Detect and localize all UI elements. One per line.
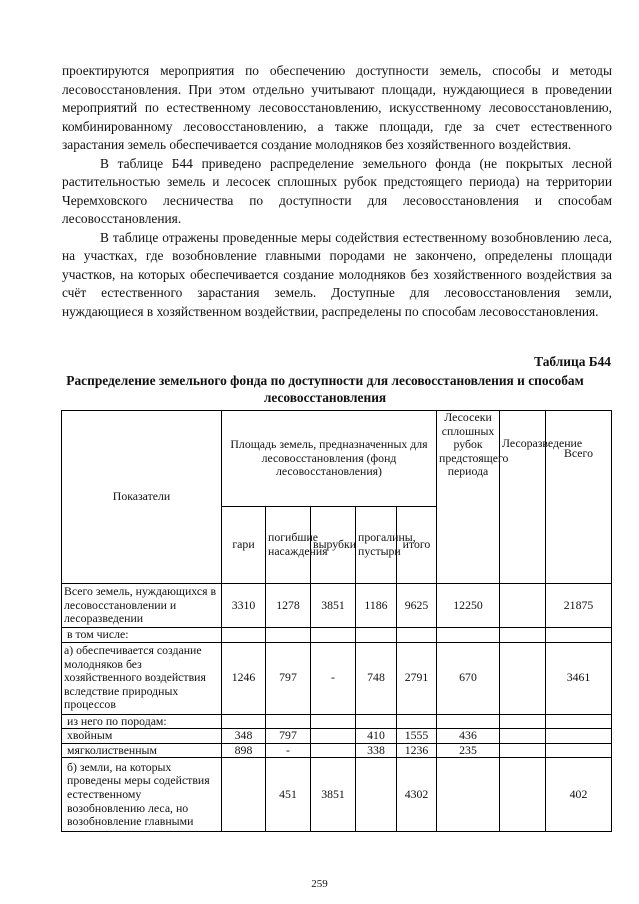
cell-cutting xyxy=(437,628,500,643)
cell-total: 402 xyxy=(546,758,612,832)
cell-dead xyxy=(266,714,311,729)
table-caption: Таблица Б44 xyxy=(534,354,611,369)
cell-burns xyxy=(222,758,266,832)
cell-burns: 3310 xyxy=(222,584,266,628)
cell-clearcuts: 3851 xyxy=(311,584,356,628)
cell-breeding xyxy=(500,743,546,758)
header-subtotal: итого xyxy=(397,507,437,584)
cell-breeding xyxy=(500,729,546,744)
cell-dead: 451 xyxy=(266,758,311,832)
header-cutting-areas: Лесосеки сплошных рубок предстоящего периода xyxy=(437,411,500,584)
cell-clearcuts xyxy=(311,714,356,729)
cell-dead: 797 xyxy=(266,642,311,714)
header-burns: гари xyxy=(222,507,266,584)
cell-glades xyxy=(356,628,397,643)
table-title: Распределение земельного фонда по доступности для лесовосстановления и способам лесовосстановления xyxy=(66,373,584,405)
cell-breeding xyxy=(500,642,546,714)
row-label: в том числе: xyxy=(62,628,222,643)
cell-cutting: 436 xyxy=(437,729,500,744)
header-indicators: Показатели xyxy=(62,411,222,584)
cell-subtotal xyxy=(397,628,437,643)
header-dead-stands: погибшие насаждения xyxy=(266,507,311,584)
cell-glades xyxy=(356,758,397,832)
cell-breeding xyxy=(500,584,546,628)
row-label: а) обеспечивается создание молодняков без хозяйственного воздействия вследствие природных процессов xyxy=(62,642,222,714)
cell-dead: 797 xyxy=(266,729,311,744)
cell-dead xyxy=(266,628,311,643)
cell-glades xyxy=(356,714,397,729)
cell-total xyxy=(546,714,612,729)
cell-cutting: 670 xyxy=(437,642,500,714)
cell-burns: 348 xyxy=(222,729,266,744)
table-row xyxy=(62,743,612,758)
header-row-1 xyxy=(62,411,612,507)
cell-clearcuts xyxy=(311,628,356,643)
table-row xyxy=(62,714,612,729)
cell-glades: 1186 xyxy=(356,584,397,628)
cell-cutting: 235 xyxy=(437,743,500,758)
table-row xyxy=(62,642,612,714)
cell-burns: 1246 xyxy=(222,642,266,714)
header-clearcuts: вырубки xyxy=(311,507,356,584)
cell-subtotal: 9625 xyxy=(397,584,437,628)
table-row xyxy=(62,758,612,832)
cell-subtotal: 1236 xyxy=(397,743,437,758)
cell-total xyxy=(546,628,612,643)
cell-cutting: 12250 xyxy=(437,584,500,628)
header-glades: прогалины, пустыри xyxy=(356,507,397,584)
cell-cutting xyxy=(437,714,500,729)
land-fund-table xyxy=(61,410,612,832)
cell-clearcuts: 3851 xyxy=(311,758,356,832)
row-label: Всего земель, нуждающихся в лесовосстановлении и лесоразведении xyxy=(62,584,222,628)
header-total: Всего xyxy=(546,411,612,584)
cell-total: 3461 xyxy=(546,642,612,714)
cell-clearcuts xyxy=(311,743,356,758)
row-label: мягколиственным xyxy=(62,743,222,758)
paragraph-1: проектируются мероприятия по обеспечению доступности земель, способы и методы лесовосстановления. При этом отдельно учитывают площади, нуждающиеся в проведении мероприятий по естественному лесовосстановлению, искусственному лесовосстановлению, комбинированному лесовосстановлению, а также площади, где за счет естественного зарастания земель обеспечивается создание молодняков без хозяйственного воздействия. xyxy=(62,63,612,152)
cell-clearcuts xyxy=(311,729,356,744)
cell-breeding xyxy=(500,628,546,643)
row-label: из него по породам: xyxy=(62,714,222,729)
header-forest-breeding: Лесоразведение xyxy=(500,411,546,584)
cell-total xyxy=(546,729,612,744)
cell-subtotal: 2791 xyxy=(397,642,437,714)
cell-total xyxy=(546,743,612,758)
cell-clearcuts: - xyxy=(311,642,356,714)
cell-burns xyxy=(222,628,266,643)
table-row xyxy=(62,729,612,744)
cell-subtotal xyxy=(397,714,437,729)
cell-burns: 898 xyxy=(222,743,266,758)
table-row xyxy=(62,628,612,643)
cell-glades: 748 xyxy=(356,642,397,714)
cell-dead: 1278 xyxy=(266,584,311,628)
cell-breeding xyxy=(500,714,546,729)
cell-burns xyxy=(222,714,266,729)
header-area-group: Площадь земель, предназначенных для лесовосстановления (фонд лесовосстановления) xyxy=(222,411,437,507)
cell-total: 21875 xyxy=(546,584,612,628)
cell-cutting xyxy=(437,758,500,832)
cell-glades: 338 xyxy=(356,743,397,758)
paragraph-3: В таблице отражены проведенные меры содействия естественному возобновлению леса, на участках, где возобновление главными породами не закончено, определены площади участков, на которых обеспечивается создание молодняков без хозяйственного воздействия за счёт естественного зарастания земель. Доступные для лесовосстановления земли, нуждающиеся в хозяйственном воздействии, распределены по способам лесовосстановления. xyxy=(62,229,612,319)
row-label: б) земли, на которых проведены меры содействия естественному возобновлению леса, но возобновление главными xyxy=(62,758,222,832)
cell-breeding xyxy=(500,758,546,832)
table-row xyxy=(62,584,612,628)
cell-dead: - xyxy=(266,743,311,758)
cell-subtotal: 1555 xyxy=(397,729,437,744)
row-label: хвойным xyxy=(62,729,222,744)
body-text xyxy=(62,62,612,321)
page-number: 259 xyxy=(311,878,328,890)
paragraph-2: В таблице Б44 приведено распределение земельного фонда (не покрытых лесной растительностью земель и лесосек сплошных рубок предстоящего периода) на территории Черемховского лесничества по доступности для лесовосстановления и способам лесовосстановления. xyxy=(62,155,612,226)
cell-subtotal: 4302 xyxy=(397,758,437,832)
cell-glades: 410 xyxy=(356,729,397,744)
